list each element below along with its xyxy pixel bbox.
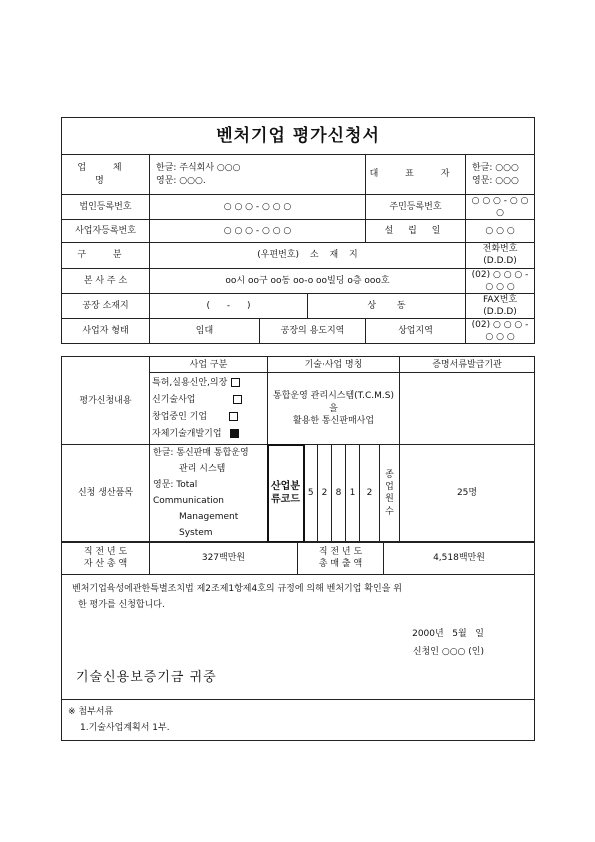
biz-no-value[interactable]: ○ ○ ○ - ○ ○ ○ [150, 220, 366, 243]
biz-no-label: 사업자등록번호 [62, 220, 150, 243]
phone-header: 전화번호(D.D.D) [466, 243, 535, 268]
ceo-en: 영문: ○○○ [472, 175, 519, 186]
company-name-value[interactable] [150, 155, 366, 195]
sales-label: 직 전 년 도 총 매 출 액 [298, 542, 384, 574]
statement-block [62, 574, 535, 699]
option-selfdev[interactable]: 자체기술개발기업 [152, 426, 265, 443]
col-issuer-header: 증명서류발급기관 [400, 357, 535, 373]
founded-value[interactable]: ○ ○ ○ [466, 220, 535, 243]
attachment-item: 1.기술사업계획서 1부. [80, 722, 170, 733]
employees-label: 종 업 원 수 [380, 445, 400, 542]
statement-text [62, 575, 534, 613]
company-name-kr: 한글: 주식회사 ○○○ [156, 163, 241, 174]
checkbox-icon[interactable] [231, 378, 240, 387]
biz-type-label: 사업자 형태 [62, 319, 150, 344]
resident-no-value[interactable]: ○ ○ ○ - ○ ○ ○ [466, 195, 535, 220]
industry-code-digit[interactable]: 2 [318, 445, 332, 542]
eval-label: 평가신청내용 [62, 357, 150, 445]
col-tech-header: 기술·사업 명칭 [268, 357, 400, 373]
product-label: 신청 생산품목 [62, 445, 150, 542]
factory-label: 공장 소재지 [62, 293, 150, 318]
statement-line2: 한 평가를 신청합니다. [78, 599, 165, 610]
product-value[interactable] [150, 445, 268, 542]
application-form [61, 117, 534, 741]
business-options [150, 373, 268, 445]
option-patent[interactable]: 특허,실용신안,의장 [152, 375, 265, 392]
application-date: 2000년 5월 일 [412, 628, 484, 639]
fax-header: FAX번호(D.D.D) [466, 293, 535, 318]
option-newtech[interactable]: 신기술사업 [152, 392, 265, 409]
corp-no-label: 법인등록번호 [62, 195, 150, 220]
issuer-value[interactable] [400, 373, 535, 445]
division-label: 구 분 [62, 243, 150, 268]
biz-type-value[interactable]: 임대 [150, 319, 260, 344]
ceo-kr: 한글: ○○○ [472, 163, 519, 174]
factory-use-value[interactable]: 상업지역 [366, 319, 466, 344]
signature-block [62, 625, 534, 661]
tech-name-line2: 활용한 통신판매사업 [292, 415, 375, 426]
founded-label: 설 립 일 [366, 220, 466, 243]
statement-line1: 벤처기업육성에관한특별조치법 제2조제1항제4호의 규정에 의해 벤처기업 확인을 위 [72, 583, 402, 594]
industry-code-digit[interactable]: 1 [346, 445, 360, 542]
attachments-block [62, 699, 535, 740]
recipient: 기술신용보증기금 귀중 [76, 669, 217, 685]
form-title: 벤처기업 평가신청서 [62, 118, 535, 155]
company-name-label: 업 체 명 [62, 155, 150, 195]
industry-code-digit[interactable]: 5 [304, 445, 318, 542]
checkbox-checked-icon[interactable] [230, 429, 239, 438]
factory-zip[interactable]: ( - ) [150, 293, 308, 318]
corp-no-value[interactable]: ○ ○ ○ - ○ ○ ○ [150, 195, 366, 220]
hq-address[interactable]: oo시 oo구 oo동 oo-o oo빌딩 o층 ooo호 [150, 268, 466, 293]
assets-value[interactable]: 327백만원 [150, 542, 298, 574]
location-header: (우편번호) 소 재 지 [150, 243, 466, 268]
col-business-header: 사업 구분 [150, 357, 268, 373]
factory-use-label: 공장의 용도지역 [260, 319, 366, 344]
tech-name-line1: 통합운영 관리시스템(T.C.M.S)을 [273, 391, 394, 414]
employees-value[interactable]: 25명 [400, 445, 535, 542]
industry-code-digit[interactable]: 2 [360, 445, 380, 542]
hq-phone[interactable]: (02) ○ ○ ○ - ○ ○ ○ [466, 268, 535, 293]
hq-label: 본 사 주 소 [62, 268, 150, 293]
finance-table [61, 542, 535, 741]
product-en-2: Management System [179, 512, 239, 539]
checkbox-icon[interactable] [233, 395, 242, 404]
product-kr-1: 한글: 통신판매 통합운영 [153, 448, 249, 459]
company-name-en: 영문: ○○○. [156, 175, 206, 186]
tech-name[interactable] [268, 373, 400, 445]
assets-label: 직 전 년 도 자 산 총 액 [62, 542, 150, 574]
industry-code-label: 산업분 류코드 [268, 445, 304, 542]
applicant-name: 신청인 ○○○ (인) [412, 646, 484, 657]
company-info-table [61, 117, 535, 344]
fax-value[interactable]: (02) ○ ○ ○ - ○ ○ ○ [466, 319, 535, 344]
ceo-label: 대 표 자 [366, 155, 466, 195]
attachments-heading: ※ 첨부서류 [68, 706, 114, 717]
evaluation-table [61, 356, 535, 543]
product-en-1: 영문: Total Communication [153, 480, 224, 507]
sales-value[interactable]: 4,518백만원 [384, 542, 535, 574]
ceo-value[interactable] [466, 155, 535, 195]
checkbox-icon[interactable] [229, 412, 238, 421]
option-startup[interactable]: 창업중인 기업 [152, 409, 265, 426]
resident-no-label: 주민등록번호 [366, 195, 466, 220]
factory-same[interactable]: 상 동 [308, 293, 466, 318]
product-kr-2: 관리 시스템 [179, 464, 226, 475]
industry-code-digit[interactable]: 8 [332, 445, 346, 542]
